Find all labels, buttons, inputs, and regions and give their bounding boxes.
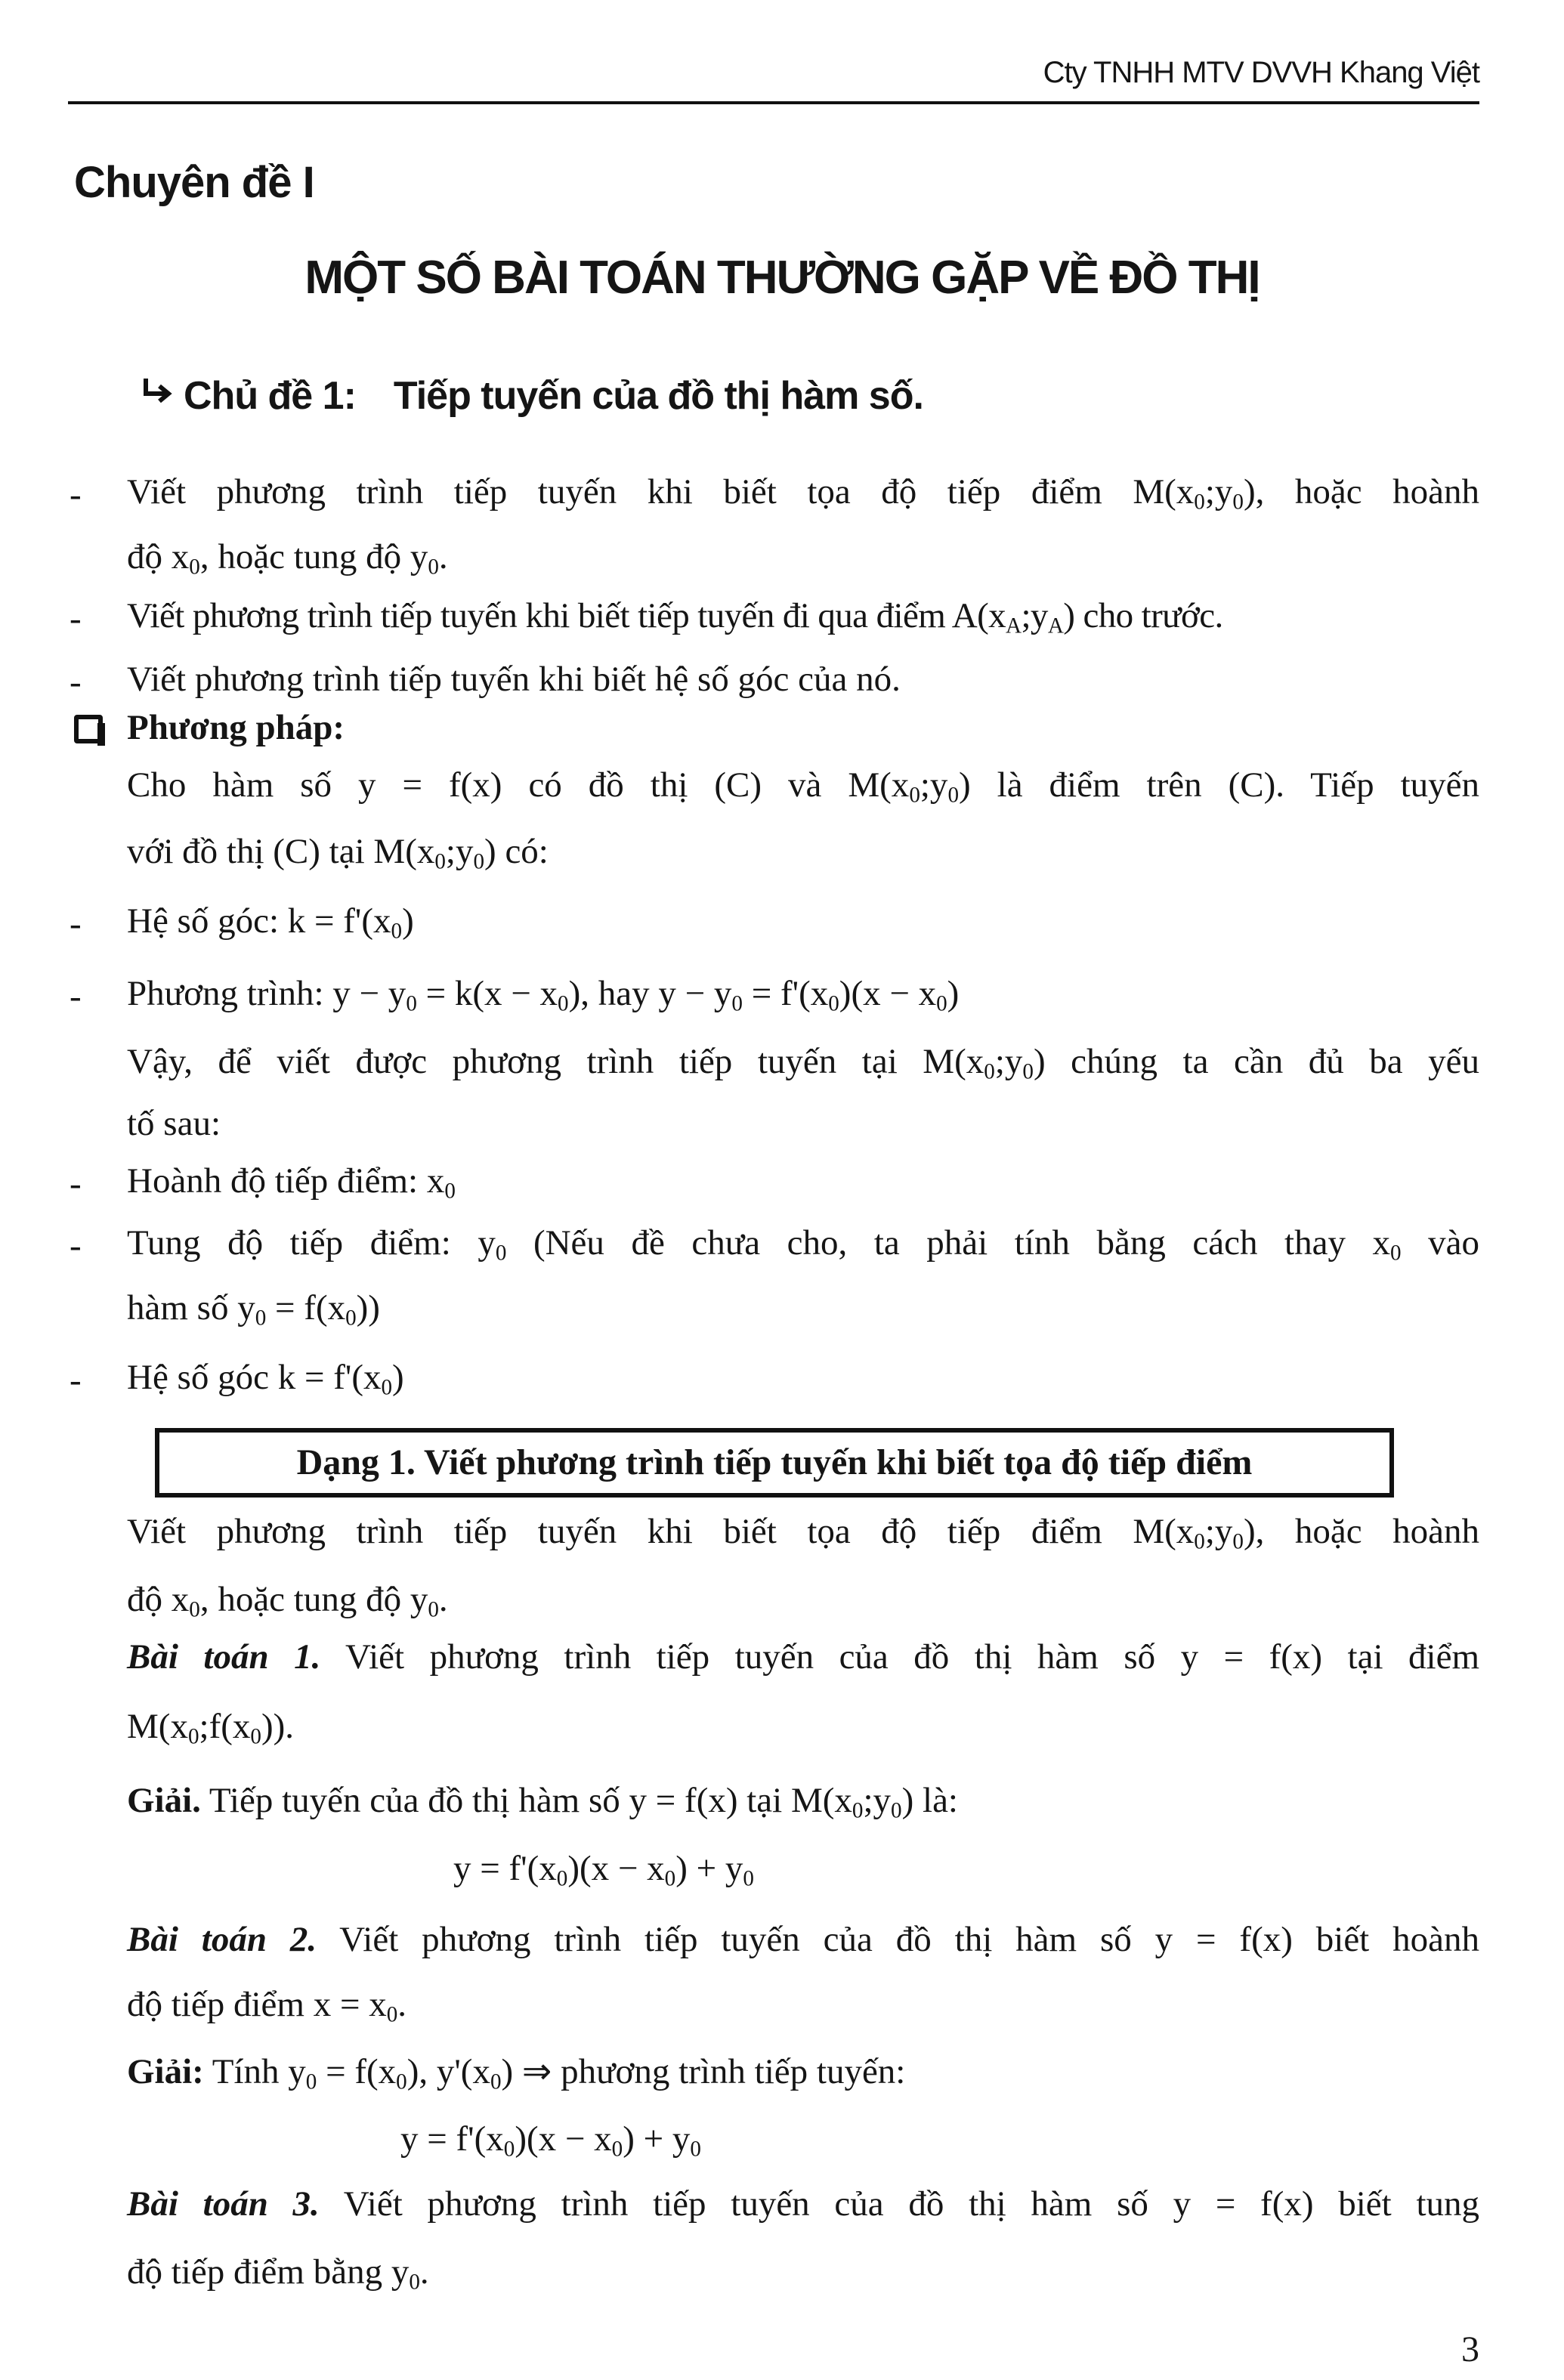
problem-1-cont: $M(x_0;f(x_0))$. <box>127 1707 295 1749</box>
factor-abscissa: Hoành độ tiếp điểm: $x_0$ <box>127 1161 456 1204</box>
method-paragraph-1: Cho hàm số y = f(x) có đồ thị (C) và $M(x_0;y_0)$ là điểm trên (C). Tiếp tuyến <box>127 765 1479 808</box>
factor-ordinate: Tung độ tiếp điểm: $y_0$ (Nếu đề chưa cho, ta phải tính bằng cách thay $x_0$ vào <box>127 1223 1480 1266</box>
intro-item-2: Viết phương trình tiếp tuyến khi biết tiếp tuyến đi qua điểm $A(x_A;y_A)$ cho trước. <box>127 596 1223 638</box>
method-paragraph-1-cont: với đồ thị (C) tại $M(x_0;y_0)$ có: <box>127 832 549 874</box>
dang-1-intro-cont: độ $x_0$, hoặc tung độ $y_0$. <box>127 1580 448 1622</box>
solution-2: Giải: Tính $y_0 = f(x_0)$, $y'(x_0)$ ⇒ phương trình tiếp tuyến: <box>127 2052 906 2094</box>
bullet-dash: - <box>70 475 82 515</box>
problem-3: Bài toán 3. Viết phương trình tiếp tuyến của đồ thị hàm số y = f(x) biết tung <box>127 2184 1479 2224</box>
hand-pointer-icon <box>140 373 184 419</box>
solution-1: Giải. Tiếp tuyến của đồ thị hàm số y = f(x) tại $M(x_0;y_0)$ là: <box>127 1781 958 1823</box>
dang-1-intro: Viết phương trình tiếp tuyến khi biết tọa độ tiếp điểm $M(x_0;y_0)$, hoặc hoành <box>127 1512 1480 1554</box>
bullet-dash: - <box>70 1361 82 1400</box>
header-rule <box>68 101 1479 104</box>
topic-text: Tiếp tuyến của đồ thị hàm số. <box>393 374 923 418</box>
problem-2-cont: độ tiếp điểm $x = x_0$. <box>127 1985 407 2027</box>
intro-item-3: Viết phương trình tiếp tuyến khi biết hệ số góc của nó. <box>127 660 901 699</box>
dang-1-title-box: Dạng 1. Viết phương trình tiếp tuyến khi biết tọa độ tiếp điểm <box>155 1428 1394 1498</box>
factor-ordinate-cont: hàm số $y_0 = f(x_0)$) <box>127 1288 380 1331</box>
header-publisher: Cty TNHH MTV DVVH Khang Việt <box>1043 56 1479 89</box>
bullet-dash: - <box>70 904 82 944</box>
topic-label: Chủ đề 1: <box>184 374 356 418</box>
bullet-dash: - <box>70 1164 82 1204</box>
method-summary: Vậy, để viết được phương trình tiếp tuyến tại $M(x_0;y_0)$ chúng ta cần đủ ba yếu <box>127 1042 1480 1084</box>
chapter-title: MỘT SỐ BÀI TOÁN THƯỜNG GẶP VỀ ĐỒ THỊ <box>304 252 1260 304</box>
bullet-dash: - <box>70 977 82 1016</box>
bullet-dash: - <box>70 663 82 702</box>
page-number: 3 <box>1461 2329 1479 2369</box>
bullet-dash: - <box>70 599 82 638</box>
factor-slope: Hệ số góc $k = f'(x_0)$ <box>127 1358 404 1400</box>
bullet-dash: - <box>70 1226 82 1266</box>
intro-item-1-cont: độ $x_0$, hoặc tung độ $y_0$. <box>127 537 448 580</box>
problem-2: Bài toán 2. Viết phương trình tiếp tuyến của đồ thị hàm số y = f(x) biết hoành <box>127 1920 1479 1959</box>
method-summary-cont: tố sau: <box>127 1104 221 1143</box>
checkbox-square-icon <box>74 715 103 743</box>
method-heading: Phương pháp: <box>127 708 345 747</box>
method-slope: Hệ số góc: $k = f'(x_0)$ <box>127 901 414 944</box>
method-equation: Phương trình: $y - y_0 = k(x - x_0)$, hay $y - y_0 = f'(x_0)(x - x_0)$ <box>127 974 960 1016</box>
solution-2-formula: $y = f'(x_0)(x - x_0) + y_0$ <box>400 2119 701 2162</box>
problem-1: Bài toán 1. Viết phương trình tiếp tuyến của đồ thị hàm số y = f(x) tại điểm <box>127 1637 1480 1677</box>
topic-heading <box>140 373 923 419</box>
chapter-label: Chuyên đề I <box>74 158 314 207</box>
solution-1-formula: $y = f'(x_0)(x - x_0) + y_0$ <box>453 1849 754 1891</box>
intro-item-1: Viết phương trình tiếp tuyến khi biết tọa độ tiếp điểm $M(x_0;y_0)$, hoặc hoành <box>127 472 1480 515</box>
problem-3-cont: độ tiếp điểm bằng $y_0$. <box>127 2252 429 2295</box>
